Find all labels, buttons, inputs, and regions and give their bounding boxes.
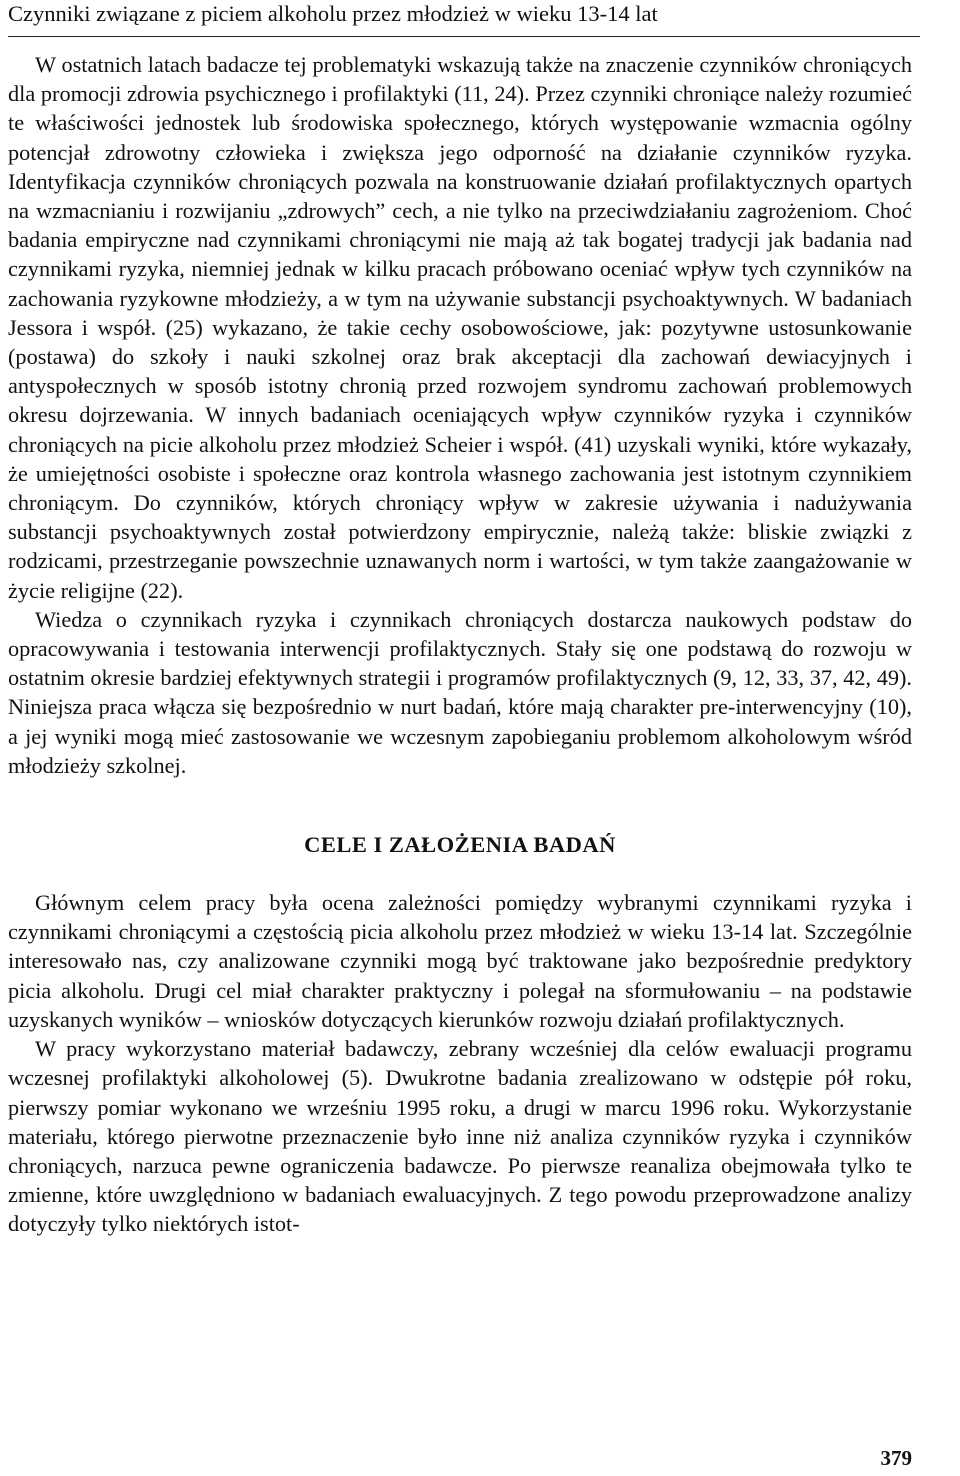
paragraph-protective-factors: W ostatnich latach badacze tej problematyki wskazują także na znaczenie czynników chroniących dla promocji zdrowia psychicznego i profilaktyki (11, 24). Przez czynniki chroniące należy rozumieć te właściwości jednostek lub środowiska społecznego, których występowanie wzmacnia ogólny potencjał zdrowotny człowieka i zwiększa jego odporność na działanie czynników ryzyka. Identyfikacja czynników chroniących pozwala na konstruowanie działań profilaktycznych opartych na wzmacnianiu i rozwijaniu „zdrowych” cech, a nie tylko na przeciwdziałaniu zagrożeniom. Choć badania empiryczne nad czynnikami chroniącymi nie mają aż tak bogatej tradycji jak badania nad czynnikami ryzyka, niemniej jednak w kilku pracach próbowano oceniać wpływ tych czynników na zachowania ryzykowne młodzieży, a w tym na używanie substancji psychoaktywnych. W badaniach Jessora i współ. (25) wykazano, że takie cechy osobowościowe, jak: pozytywne ustosunkowanie (postawa) do szkoły i nauki szkolnej oraz brak akceptacji dla zachowań dewiacyjnych i antyspołecznych w sposób istotny chronią przed rozwojem syndromu zachowań problemowych okresu dojrzewania. W innych badaniach oceniających wpływ czynników ryzyka i czynników chroniących na picie alkoholu przez młodzież Scheier i współ. (41) uzyskali wyniki, które wykazały, że umiejętności osobiste i społeczne oraz kontrola własnego zachowania jest istotnym czynnikiem chroniącym. Do czynników, których chroniący wpływ w zakresie używania i nadużywania substancji psychoaktywnych został potwierdzony empirycznie, należą także: bliskie związki z rodzicami, przestrzeganie powszechnie uznawanych norm i wartości, w tym także zaangażowanie w życie religijne (22).: [8, 52, 912, 603]
body-text: [8, 50, 912, 1239]
section-heading: CELE I ZAŁOŻENIA BADAŃ: [304, 832, 616, 858]
paragraph-research-aims: Głównym celem pracy była ocena zależności pomiędzy wybranymi czynnikami ryzyka i czynnikami chroniącymi a częstością picia alkoholu przez młodzież w wieku 13-14 lat. Szczególnie interesowało nas, czy analizowane czynniki mogą być traktowane jako bezpośrednie predyktory picia alkoholu. Drugi cel miał charakter praktyczny i polegał na sformułowaniu – na podstawie uzyskanych wyników – wniosków dotyczących kierunków rozwoju działań profilaktycznych.: [8, 890, 912, 1032]
page-number: 379: [880, 1446, 912, 1470]
paragraph-prevention-basis: Wiedza o czynnikach ryzyka i czynnikach chroniących dostarcza naukowych podstaw do opracowywania i testowania interwencji profilaktycznych. Stały się one podstawą do rozwoju w ostatnim okresie bardziej efektywnych strategii i programów profilaktycznych (9, 12, 33, 37, 42, 49). Niniejsza praca włącza się bezpośrednio w nurt badań, które mają charakter pre-interwencyjny (10), a jej wyniki mogą mieć zastosowanie we wczesnym zapobieganiu problemom alkoholowym wśród młodzieży szkolnej.: [8, 606, 912, 778]
running-head-title: Czynniki związane z piciem alkoholu przez młodzież w wieku 13-14 lat: [8, 1, 658, 26]
paragraph-research-material: W pracy wykorzystano materiał badawczy, zebrany wcześniej dla celów ewaluacji programu wczesnej profilaktyki alkoholowej (5). Dwukrotne badania zrealizowano w odstępie pół roku, pierwszy pomiar wykonano we wrześniu 1995 roku, a drugi w marcu 1996 roku. Wykorzystanie materiału, którego pierwotne przeznaczenie było inne niż analiza czynników ryzyka i czynników chroniących, narzuca pewne ograniczenia badawcze. Po pierwsze reanaliza obejmowała tylko te zmienne, które uwzględniono w badaniach ewaluacyjnych. Z tego powodu przeprowadzone analizy dotyczyły tylko niektórych istot-: [8, 1036, 912, 1237]
header-rule: [8, 36, 920, 37]
